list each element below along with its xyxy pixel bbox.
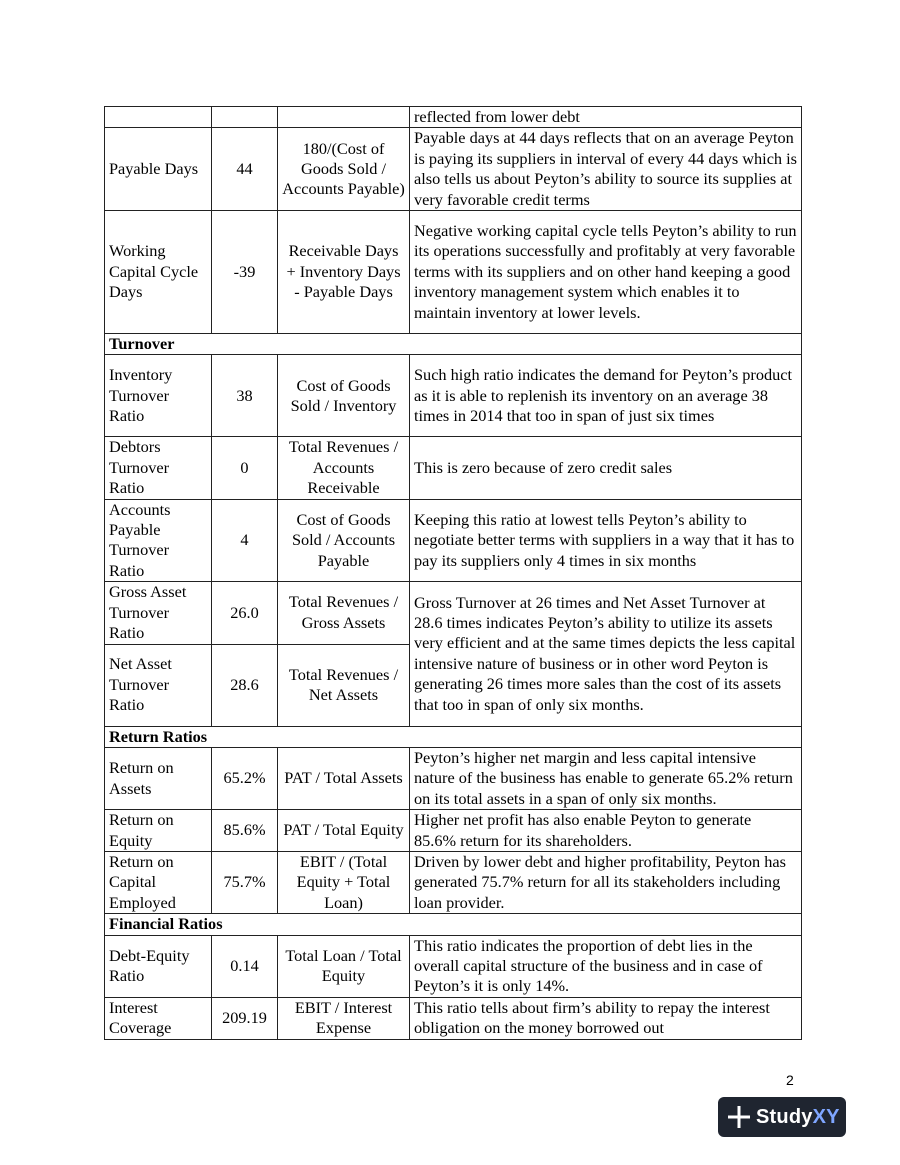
ratio-comment: Gross Turnover at 26 times and Net Asset Turnover at 28.6 times indicates Peyton’s ability to utilize its assets very efficient and at the same times depicts the less capital intensive nature of business or in other word Peyton is generating 26 times more sales than the cost of its assets that too in span of only six months. bbox=[410, 582, 802, 726]
ratio-formula: Total Loan / Total Equity bbox=[278, 935, 410, 997]
ratio-name bbox=[105, 107, 212, 128]
ratio-formula: EBIT / (Total Equity + Total Loan) bbox=[278, 851, 410, 913]
ratio-comment: Negative working capital cycle tells Peyton’s ability to run its operations successfully and profitably at very favorable terms with its suppliers and on other hand keeping a good inventory management system which enables it to maintain inventory at lower levels. bbox=[410, 211, 802, 334]
ratio-name: Interest Coverage bbox=[105, 997, 212, 1039]
ratio-comment: This is zero because of zero credit sales bbox=[410, 437, 802, 499]
ratio-formula: Total Revenues / Gross Assets bbox=[278, 582, 410, 644]
ratio-comment: Peyton’s higher net margin and less capital intensive nature of the business has enable to generate 65.2% return on its total assets in a span of only six months. bbox=[410, 747, 802, 809]
table-row bbox=[105, 437, 802, 499]
ratio-value: 0 bbox=[212, 437, 278, 499]
ratio-formula: Cost of Goods Sold / Inventory bbox=[278, 355, 410, 437]
ratio-value: 85.6% bbox=[212, 810, 278, 852]
ratio-value: 26.0 bbox=[212, 582, 278, 644]
ratio-formula: EBIT / Interest Expense bbox=[278, 997, 410, 1039]
section-row bbox=[105, 334, 802, 355]
ratio-formula: PAT / Total Assets bbox=[278, 747, 410, 809]
logo-text-main: Study bbox=[756, 1105, 813, 1128]
table-row bbox=[105, 810, 802, 852]
table-row bbox=[105, 107, 802, 128]
ratio-name: Payable Days bbox=[105, 128, 212, 211]
ratio-value: 28.6 bbox=[212, 644, 278, 726]
ratio-value: 209.19 bbox=[212, 997, 278, 1039]
section-row bbox=[105, 726, 802, 747]
ratio-name: Debt-Equity Ratio bbox=[105, 935, 212, 997]
ratio-name: Working Capital Cycle Days bbox=[105, 211, 212, 334]
table-row bbox=[105, 935, 802, 997]
ratio-name: Return on Equity bbox=[105, 810, 212, 852]
section-heading-return-ratios: Return Ratios bbox=[105, 726, 802, 747]
ratio-value: 0.14 bbox=[212, 935, 278, 997]
ratio-name: Return on Capital Employed bbox=[105, 851, 212, 913]
ratio-comment: reflected from lower debt bbox=[410, 107, 802, 128]
ratio-name: Accounts Payable Turnover Ratio bbox=[105, 499, 212, 582]
ratio-comment: This ratio tells about firm’s ability to repay the interest obligation on the money borrowed out bbox=[410, 997, 802, 1039]
logo-text bbox=[756, 1106, 840, 1129]
ratio-name: Inventory Turnover Ratio bbox=[105, 355, 212, 437]
ratio-comment: Keeping this ratio at lowest tells Peyton’s ability to negotiate better terms with suppliers in a way that it has to pay its suppliers only 4 times in six months bbox=[410, 499, 802, 582]
ratio-value: 65.2% bbox=[212, 747, 278, 809]
ratio-formula: 180/(Cost of Goods Sold / Accounts Payable) bbox=[278, 128, 410, 211]
table-row bbox=[105, 997, 802, 1039]
ratio-comment: Driven by lower debt and higher profitability, Peyton has generated 75.7% return for all its stakeholders including loan provider. bbox=[410, 851, 802, 913]
table-row bbox=[105, 747, 802, 809]
ratio-formula: Total Revenues / Net Assets bbox=[278, 644, 410, 726]
table-row bbox=[105, 211, 802, 334]
table-row bbox=[105, 851, 802, 913]
table-row bbox=[105, 499, 802, 582]
ratio-name: Return on Assets bbox=[105, 747, 212, 809]
ratio-formula: Cost of Goods Sold / Accounts Payable bbox=[278, 499, 410, 582]
ratio-table bbox=[104, 106, 802, 1040]
ratio-value: 38 bbox=[212, 355, 278, 437]
ratio-name: Gross Asset Turnover Ratio bbox=[105, 582, 212, 644]
ratio-name: Net Asset Turnover Ratio bbox=[105, 644, 212, 726]
table-row bbox=[105, 355, 802, 437]
ratio-comment: Payable days at 44 days reflects that on an average Peyton is paying its suppliers in interval of every 44 days which is also tells us about Peyton’s ability to source its supplies at very favorable credit terms bbox=[410, 128, 802, 211]
ratio-comment: Such high ratio indicates the demand for Peyton’s product as it is able to replenish its inventory on an average 38 times in 2014 that too in span of just six times bbox=[410, 355, 802, 437]
ratio-comment: This ratio indicates the proportion of debt lies in the overall capital structure of the business and in case of Peyton’s it is only 14%. bbox=[410, 935, 802, 997]
ratio-comment: Higher net profit has also enable Peyton to generate 85.6% return for its shareholders. bbox=[410, 810, 802, 852]
ratio-formula: Total Revenues / Accounts Receivable bbox=[278, 437, 410, 499]
studyxy-logo bbox=[718, 1097, 846, 1137]
section-heading-financial-ratios: Financial Ratios bbox=[105, 914, 802, 935]
ratio-value: -39 bbox=[212, 211, 278, 334]
ratio-name: Debtors Turnover Ratio bbox=[105, 437, 212, 499]
table-row bbox=[105, 582, 802, 644]
ratio-formula: Receivable Days + Inventory Days - Payable Days bbox=[278, 211, 410, 334]
section-heading-turnover: Turnover bbox=[105, 334, 802, 355]
ratio-value: 4 bbox=[212, 499, 278, 582]
table-row bbox=[105, 128, 802, 211]
logo-text-accent: XY bbox=[812, 1105, 840, 1128]
plus-icon bbox=[728, 1106, 750, 1128]
page-number: 2 bbox=[786, 1072, 794, 1088]
section-row bbox=[105, 914, 802, 935]
ratio-value bbox=[212, 107, 278, 128]
ratio-formula bbox=[278, 107, 410, 128]
ratio-formula: PAT / Total Equity bbox=[278, 810, 410, 852]
ratio-value: 75.7% bbox=[212, 851, 278, 913]
ratio-value: 44 bbox=[212, 128, 278, 211]
